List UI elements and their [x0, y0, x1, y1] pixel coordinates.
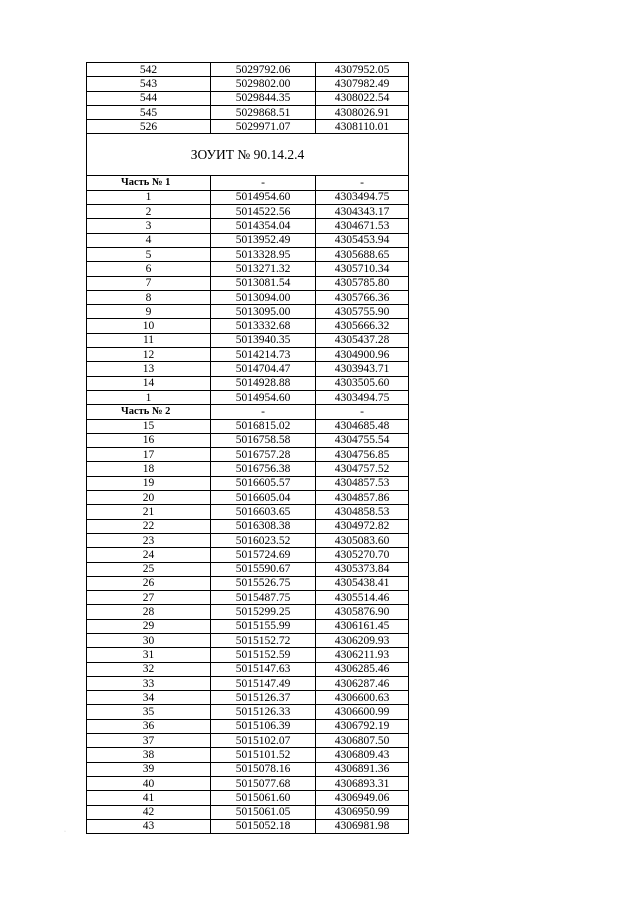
y-coordinate-cell: 4305785.80 [316, 276, 409, 290]
table-row [87, 791, 409, 805]
point-number-cell: 545 [87, 105, 211, 119]
x-coordinate-cell: 5013094.00 [211, 290, 316, 304]
point-number-cell: 3 [87, 219, 211, 233]
table-row [87, 605, 409, 619]
point-number-cell: 23 [87, 533, 211, 547]
x-coordinate-cell: 5013095.00 [211, 305, 316, 319]
table-row [87, 77, 409, 91]
y-coordinate-cell: 4303943.71 [316, 362, 409, 376]
x-coordinate-cell: 5029868.51 [211, 105, 316, 119]
x-coordinate-cell: 5014704.47 [211, 362, 316, 376]
table-row [87, 262, 409, 276]
point-number-cell: 16 [87, 433, 211, 447]
point-number-cell: 19 [87, 476, 211, 490]
y-coordinate-cell: 4306211.93 [316, 648, 409, 662]
y-coordinate-cell: 4306893.31 [316, 776, 409, 790]
x-coordinate-cell: 5016758.58 [211, 433, 316, 447]
y-coordinate-cell: 4305437.28 [316, 333, 409, 347]
x-coordinate-cell: 5029792.06 [211, 63, 316, 77]
part-x-placeholder: - [211, 176, 316, 190]
table-row [87, 619, 409, 633]
table-row [87, 776, 409, 790]
point-number-cell: 1 [87, 190, 211, 204]
x-coordinate-cell: 5015487.75 [211, 591, 316, 605]
y-coordinate-cell: 4308022.54 [316, 91, 409, 105]
x-coordinate-cell: 5015155.99 [211, 619, 316, 633]
y-coordinate-cell: 4306950.99 [316, 805, 409, 819]
table-row [87, 805, 409, 819]
table-row [87, 548, 409, 562]
table-row [87, 734, 409, 748]
y-coordinate-cell: 4306891.36 [316, 762, 409, 776]
table-row [87, 91, 409, 105]
x-coordinate-cell: 5015101.52 [211, 748, 316, 762]
point-number-cell: 34 [87, 691, 211, 705]
table-row [87, 633, 409, 647]
y-coordinate-cell: 4305666.32 [316, 319, 409, 333]
x-coordinate-cell: 5015590.67 [211, 562, 316, 576]
table-row [87, 63, 409, 77]
part-1-header-row [87, 176, 409, 190]
point-number-cell: 41 [87, 791, 211, 805]
table-row [87, 648, 409, 662]
point-number-cell: 10 [87, 319, 211, 333]
y-coordinate-cell: 4304757.52 [316, 462, 409, 476]
x-coordinate-cell: 5015152.59 [211, 648, 316, 662]
table-row [87, 691, 409, 705]
x-coordinate-cell: 5016605.57 [211, 476, 316, 490]
y-coordinate-cell: 4304671.53 [316, 219, 409, 233]
table-row [87, 476, 409, 490]
x-coordinate-cell: 5015526.75 [211, 576, 316, 590]
x-coordinate-cell: 5029844.35 [211, 91, 316, 105]
part-y-placeholder: - [316, 176, 409, 190]
y-coordinate-cell: 4306949.06 [316, 791, 409, 805]
y-coordinate-cell: 4306792.19 [316, 719, 409, 733]
table-row [87, 662, 409, 676]
point-number-cell: 35 [87, 705, 211, 719]
x-coordinate-cell: 5016815.02 [211, 419, 316, 433]
x-coordinate-cell: 5015147.63 [211, 662, 316, 676]
table-row [87, 719, 409, 733]
point-number-cell: 1 [87, 390, 211, 404]
page-mark: · [64, 829, 66, 835]
point-number-cell: 21 [87, 505, 211, 519]
table-row [87, 276, 409, 290]
point-number-cell: 38 [87, 748, 211, 762]
y-coordinate-cell: 4305453.94 [316, 233, 409, 247]
part-y-placeholder: - [316, 405, 409, 419]
table-row [87, 247, 409, 261]
x-coordinate-cell: 5016023.52 [211, 533, 316, 547]
point-number-cell: 9 [87, 305, 211, 319]
table-row [87, 390, 409, 404]
y-coordinate-cell: 4308026.91 [316, 105, 409, 119]
table-row [87, 105, 409, 119]
point-number-cell: 4 [87, 233, 211, 247]
point-number-cell: 24 [87, 548, 211, 562]
x-coordinate-cell: 5015724.69 [211, 548, 316, 562]
point-number-cell: 2 [87, 205, 211, 219]
part-label: Часть № 2 [87, 405, 211, 419]
y-coordinate-cell: 4304858.53 [316, 505, 409, 519]
table-row [87, 219, 409, 233]
y-coordinate-cell: 4306807.50 [316, 734, 409, 748]
table-row [87, 448, 409, 462]
x-coordinate-cell: 5013328.95 [211, 247, 316, 261]
y-coordinate-cell: 4305710.34 [316, 262, 409, 276]
point-number-cell: 26 [87, 576, 211, 590]
section-title-row [87, 134, 409, 176]
y-coordinate-cell: 4305688.65 [316, 247, 409, 261]
y-coordinate-cell: 4305438.41 [316, 576, 409, 590]
point-number-cell: 42 [87, 805, 211, 819]
table-row [87, 333, 409, 347]
x-coordinate-cell: 5015152.72 [211, 633, 316, 647]
y-coordinate-cell: 4304900.96 [316, 348, 409, 362]
table-row [87, 505, 409, 519]
point-number-cell: 39 [87, 762, 211, 776]
y-coordinate-cell: 4306285.46 [316, 662, 409, 676]
y-coordinate-cell: 4305083.60 [316, 533, 409, 547]
table-row [87, 562, 409, 576]
table-row [87, 762, 409, 776]
point-number-cell: 13 [87, 362, 211, 376]
point-number-cell: 543 [87, 77, 211, 91]
table-row [87, 348, 409, 362]
x-coordinate-cell: 5015126.33 [211, 705, 316, 719]
x-coordinate-cell: 5029971.07 [211, 120, 316, 134]
y-coordinate-cell: 4307952.05 [316, 63, 409, 77]
x-coordinate-cell: 5013940.35 [211, 333, 316, 347]
y-coordinate-cell: 4303494.75 [316, 190, 409, 204]
y-coordinate-cell: 4305755.90 [316, 305, 409, 319]
x-coordinate-cell: 5015078.16 [211, 762, 316, 776]
point-number-cell: 5 [87, 247, 211, 261]
point-number-cell: 31 [87, 648, 211, 662]
x-coordinate-cell: 5014954.60 [211, 190, 316, 204]
table-row [87, 705, 409, 719]
table-row [87, 519, 409, 533]
part-2-header-row [87, 405, 409, 419]
x-coordinate-cell: 5015077.68 [211, 776, 316, 790]
table-row [87, 233, 409, 247]
x-coordinate-cell: 5014214.73 [211, 348, 316, 362]
x-coordinate-cell: 5013952.49 [211, 233, 316, 247]
x-coordinate-cell: 5015052.18 [211, 819, 316, 833]
table-row [87, 591, 409, 605]
x-coordinate-cell: 5015061.60 [211, 791, 316, 805]
y-coordinate-cell: 4303505.60 [316, 376, 409, 390]
y-coordinate-cell: 4306209.93 [316, 633, 409, 647]
point-number-cell: 28 [87, 605, 211, 619]
x-coordinate-cell: 5016756.38 [211, 462, 316, 476]
table-row [87, 362, 409, 376]
y-coordinate-cell: 4305373.84 [316, 562, 409, 576]
y-coordinate-cell: 4305514.46 [316, 591, 409, 605]
point-number-cell: 37 [87, 734, 211, 748]
x-coordinate-cell: 5013081.54 [211, 276, 316, 290]
y-coordinate-cell: 4305766.36 [316, 290, 409, 304]
x-coordinate-cell: 5014354.04 [211, 219, 316, 233]
x-coordinate-cell: 5029802.00 [211, 77, 316, 91]
section-title: ЗОУИТ № 90.14.2.4 [87, 134, 409, 176]
point-number-cell: 8 [87, 290, 211, 304]
part-label: Часть № 1 [87, 176, 211, 190]
point-number-cell: 12 [87, 348, 211, 362]
table-row [87, 748, 409, 762]
point-number-cell: 11 [87, 333, 211, 347]
x-coordinate-cell: 5016308.38 [211, 519, 316, 533]
x-coordinate-cell: 5015147.49 [211, 676, 316, 690]
x-coordinate-cell: 5013271.32 [211, 262, 316, 276]
point-number-cell: 36 [87, 719, 211, 733]
point-number-cell: 18 [87, 462, 211, 476]
part-x-placeholder: - [211, 405, 316, 419]
table-row [87, 433, 409, 447]
x-coordinate-cell: 5015102.07 [211, 734, 316, 748]
y-coordinate-cell: 4305270.70 [316, 548, 409, 562]
table-row [87, 462, 409, 476]
y-coordinate-cell: 4304343.17 [316, 205, 409, 219]
point-number-cell: 526 [87, 120, 211, 134]
point-number-cell: 32 [87, 662, 211, 676]
table-row [87, 205, 409, 219]
x-coordinate-cell: 5015106.39 [211, 719, 316, 733]
point-number-cell: 22 [87, 519, 211, 533]
y-coordinate-cell: 4306161.45 [316, 619, 409, 633]
coordinates-table [86, 62, 409, 834]
table-row [87, 319, 409, 333]
table-row [87, 120, 409, 134]
point-number-cell: 25 [87, 562, 211, 576]
x-coordinate-cell: 5015061.05 [211, 805, 316, 819]
x-coordinate-cell: 5014954.60 [211, 390, 316, 404]
x-coordinate-cell: 5014928.88 [211, 376, 316, 390]
point-number-cell: 29 [87, 619, 211, 633]
table-row [87, 819, 409, 833]
y-coordinate-cell: 4306809.43 [316, 748, 409, 762]
x-coordinate-cell: 5013332.68 [211, 319, 316, 333]
y-coordinate-cell: 4306600.99 [316, 705, 409, 719]
y-coordinate-cell: 4305876.90 [316, 605, 409, 619]
coordinates-table-body [87, 63, 409, 834]
y-coordinate-cell: 4304857.53 [316, 476, 409, 490]
table-row [87, 190, 409, 204]
y-coordinate-cell: 4306287.46 [316, 676, 409, 690]
y-coordinate-cell: 4304972.82 [316, 519, 409, 533]
point-number-cell: 33 [87, 676, 211, 690]
point-number-cell: 544 [87, 91, 211, 105]
y-coordinate-cell: 4304755.54 [316, 433, 409, 447]
point-number-cell: 17 [87, 448, 211, 462]
x-coordinate-cell: 5014522.56 [211, 205, 316, 219]
x-coordinate-cell: 5016603.65 [211, 505, 316, 519]
point-number-cell: 30 [87, 633, 211, 647]
table-row [87, 576, 409, 590]
point-number-cell: 15 [87, 419, 211, 433]
table-row [87, 376, 409, 390]
table-row [87, 491, 409, 505]
x-coordinate-cell: 5015299.25 [211, 605, 316, 619]
y-coordinate-cell: 4308110.01 [316, 120, 409, 134]
x-coordinate-cell: 5016757.28 [211, 448, 316, 462]
point-number-cell: 6 [87, 262, 211, 276]
table-row [87, 533, 409, 547]
y-coordinate-cell: 4303494.75 [316, 390, 409, 404]
point-number-cell: 7 [87, 276, 211, 290]
y-coordinate-cell: 4306981.98 [316, 819, 409, 833]
y-coordinate-cell: 4304756.85 [316, 448, 409, 462]
y-coordinate-cell: 4304685.48 [316, 419, 409, 433]
x-coordinate-cell: 5015126.37 [211, 691, 316, 705]
point-number-cell: 43 [87, 819, 211, 833]
table-row [87, 290, 409, 304]
table-row [87, 419, 409, 433]
x-coordinate-cell: 5016605.04 [211, 491, 316, 505]
point-number-cell: 542 [87, 63, 211, 77]
table-row [87, 305, 409, 319]
y-coordinate-cell: 4306600.63 [316, 691, 409, 705]
y-coordinate-cell: 4304857.86 [316, 491, 409, 505]
y-coordinate-cell: 4307982.49 [316, 77, 409, 91]
table-row [87, 676, 409, 690]
point-number-cell: 27 [87, 591, 211, 605]
point-number-cell: 20 [87, 491, 211, 505]
point-number-cell: 14 [87, 376, 211, 390]
point-number-cell: 40 [87, 776, 211, 790]
